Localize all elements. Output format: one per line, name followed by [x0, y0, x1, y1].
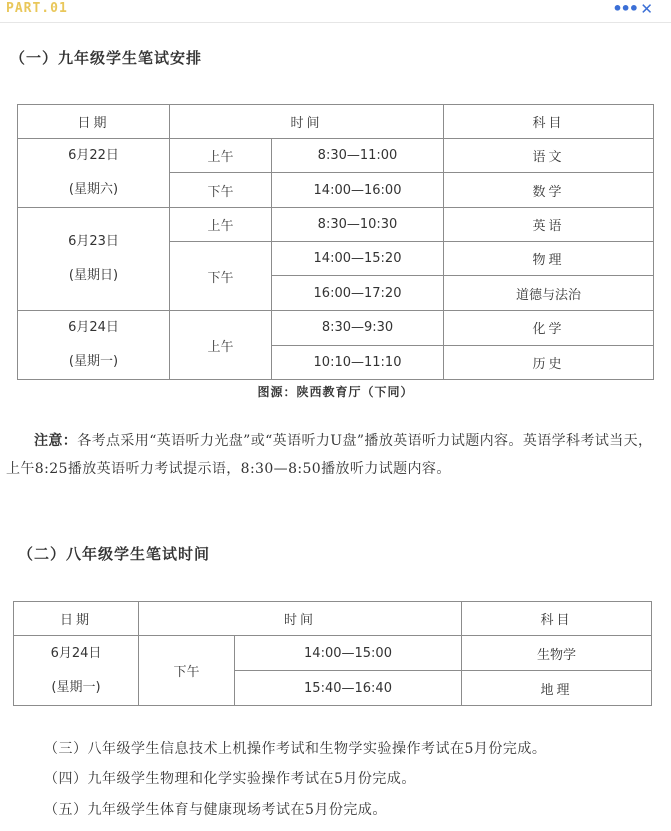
date-cell [14, 636, 139, 706]
time-cell: 8:30—11:00 [272, 139, 444, 173]
period-cell: 下午 [170, 173, 272, 208]
time-cell: 8:30—10:30 [272, 208, 444, 242]
header-subject: 科目 [462, 602, 652, 636]
time-cell: 14:00—15:20 [272, 242, 444, 276]
period-cell: 下午 [139, 636, 235, 706]
weekday: (星期六) [68, 182, 119, 197]
weekday: (星期一) [68, 354, 119, 369]
date: 6月23日 [68, 234, 119, 249]
time-cell: 16:00—17:20 [272, 276, 444, 311]
image-source-caption: 图源：陕西教育厅（下同） [257, 385, 414, 399]
grade8-exam-table [13, 601, 652, 706]
date-cell [18, 208, 170, 311]
subject-cell: 数学 [444, 173, 654, 208]
section1-title: （一）九年级学生笔试安排 [10, 49, 203, 67]
subject-cell: 历史 [444, 345, 654, 380]
subject-cell: 语文 [444, 139, 654, 173]
date: 6月24日 [50, 645, 102, 661]
header-date: 日期 [14, 602, 139, 636]
time-cell: 14:00—15:00 [235, 636, 462, 671]
subject-cell: 道德与法治 [444, 276, 654, 311]
top-bar [0, 0, 671, 23]
time-cell: 14:00—16:00 [272, 173, 444, 208]
subject-cell: 英语 [444, 208, 654, 242]
date-cell [18, 311, 170, 380]
period-cell: 上午 [170, 139, 272, 173]
grade9-exam-table [17, 104, 654, 380]
header-time: 时间 [170, 105, 444, 139]
period-cell: 下午 [170, 242, 272, 311]
weekday: (星期日) [68, 268, 119, 283]
note-text: 各考点采用“英语听力光盘”或“英语听力U盘”播放英语听力试题内容。英语学科考试当天，上午8:25播放英语听力考试提示语，8:30—8:50播放听力试题内容。 [6, 433, 653, 477]
time-cell: 15:40—16:40 [235, 671, 462, 706]
subject-cell: 地理 [462, 671, 652, 706]
time-cell: 10:10—11:10 [272, 345, 444, 380]
time-cell: 8:30—9:30 [272, 311, 444, 346]
period-cell: 上午 [170, 311, 272, 380]
item-four: （四）九年级学生物理和化学实验操作考试在5月份完成。 [44, 771, 416, 787]
date-cell [18, 139, 170, 208]
item-three: （三）八年级学生信息技术上机操作考试和生物学实验操作考试在5月份完成。 [44, 741, 547, 757]
header-time: 时间 [139, 602, 462, 636]
item-five: （五）九年级学生体育与健康现场考试在5月份完成。 [44, 802, 387, 818]
part-label: PART.01 [6, 1, 68, 16]
subject-cell: 生物学 [462, 636, 652, 671]
date: 6月24日 [68, 320, 119, 335]
weekday: (星期一) [51, 679, 101, 695]
section2-title: （二）八年级学生笔试时间 [18, 545, 211, 563]
subject-cell: 物理 [444, 242, 654, 276]
close-icon[interactable]: ✕ [640, 0, 653, 18]
header-date: 日期 [18, 105, 170, 139]
more-dots-icon[interactable]: ••• [612, 0, 637, 18]
note-label: 注意： [34, 433, 78, 449]
date: 6月22日 [68, 148, 119, 163]
subject-cell: 化学 [444, 311, 654, 346]
period-cell: 上午 [170, 208, 272, 242]
header-subject: 科目 [444, 105, 654, 139]
note-paragraph [6, 427, 662, 483]
